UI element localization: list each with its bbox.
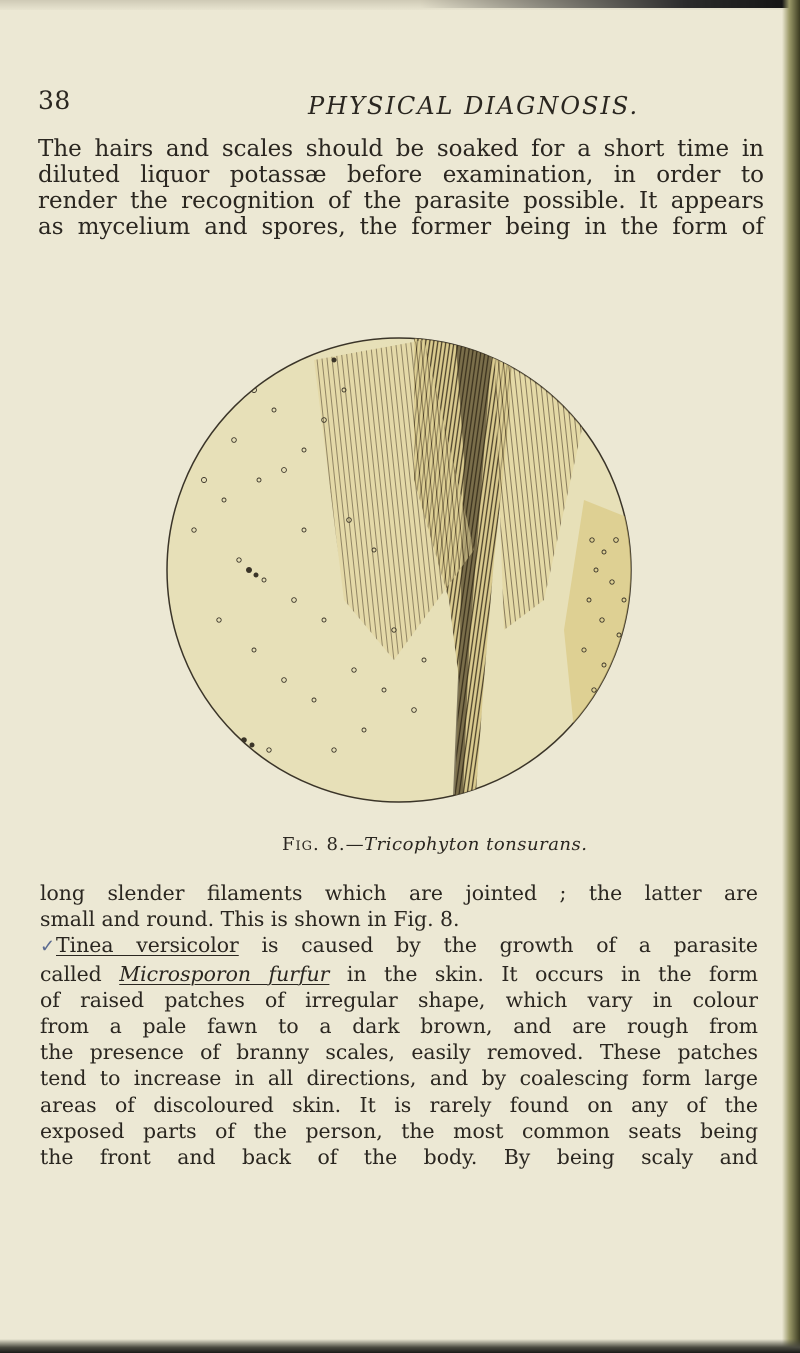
text-line: exposed parts of the person, the most common seats being: [40, 1118, 758, 1143]
text-line: [40, 932, 758, 960]
text-line: areas of discoloured skin. It is rarely found on any of the: [40, 1092, 758, 1117]
text-line: tend to increase in all directions, and by coalescing form large: [40, 1066, 758, 1091]
figure-label: Fig. 8.: [282, 834, 346, 855]
text-line: the presence of branny scales, easily removed. These patches: [40, 1040, 758, 1065]
figure-caption: [282, 834, 587, 855]
top-paragraph: [38, 136, 764, 240]
text-span: in the skin. It occurs in the form: [329, 961, 758, 986]
figure-name: Tricophyton tonsurans.: [364, 834, 588, 855]
text-line: from a pale fawn to a dark brown, and are rough from: [40, 1014, 758, 1039]
running-title: PHYSICAL DIAGNOSIS.: [308, 92, 640, 120]
term-tinea-versicolor: Tinea versicolor: [56, 933, 239, 958]
microscope-field-illustration: [164, 300, 634, 820]
bottom-paragraphs: [40, 880, 758, 1170]
text-line: small and round. This is shown in Fig. 8.: [40, 907, 460, 932]
text-line: long slender filaments which are jointed ; the latter are: [40, 881, 758, 905]
text-span: called: [40, 961, 120, 986]
text-line: The hairs and scales should be soaked for a short time in: [38, 136, 764, 162]
text-line: as mycelium and spores, the former being in the form of: [38, 214, 764, 240]
text-span: is caused by the growth of a parasite: [238, 933, 758, 958]
text-line: render the recognition of the parasite possible. It appears: [38, 188, 764, 214]
checkmark-icon: ✓: [40, 936, 56, 958]
scan-edge-right: [782, 0, 800, 1353]
caption-dash: —: [345, 834, 365, 855]
scan-edge-bottom: [0, 1339, 800, 1353]
text-line: of raised patches of irregular shape, which vary in colour: [40, 987, 758, 1012]
scan-edge-top-shadow: [420, 0, 800, 8]
microscope-figure: [164, 300, 634, 820]
page-number: 38: [38, 86, 71, 115]
text-line: the front and back of the body. By being scaly and: [40, 1145, 758, 1170]
term-microsporon-furfur: Microsporon furfur: [119, 961, 330, 986]
text-line: [40, 961, 758, 987]
text-line: diluted liquor potassæ before examination, in order to: [38, 162, 764, 188]
running-head: [38, 82, 738, 122]
